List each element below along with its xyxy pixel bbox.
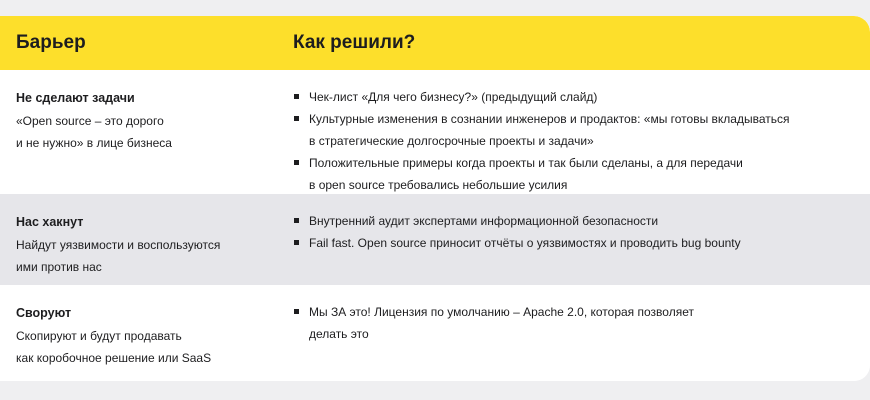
table-row	[0, 194, 870, 285]
header-barrier: Барьер	[16, 32, 86, 53]
solution-item: Чек-лист «Для чего бизнесу?» (предыдущий слайд)	[293, 86, 853, 108]
header-solution: Как решили?	[293, 32, 416, 53]
barrier-cell	[16, 303, 276, 369]
solution-item: Культурные изменения в сознании инженеров и продактов: «мы готовы вкладываться в стратегические долгосрочные проекты и задачи»	[293, 108, 853, 152]
barrier-description: «Open source – это дорого и не нужно» в лице бизнеса	[16, 114, 172, 150]
solution-item: Fail fast. Open source приносит отчёты о уязвимостях и проводить bug bounty	[293, 232, 853, 254]
barriers-table	[0, 16, 870, 381]
solution-list	[293, 210, 853, 254]
barrier-cell	[16, 212, 276, 278]
table-row	[0, 70, 870, 194]
table-header	[0, 16, 870, 70]
barrier-title: Своруют	[16, 306, 72, 320]
table-row	[0, 285, 870, 381]
barrier-description: Найдут уязвимости и воспользуются ими против нас	[16, 238, 221, 274]
solution-item: Мы ЗА это! Лицензия по умолчанию – Apache 2.0, которая позволяет делать это	[293, 301, 853, 345]
barrier-title: Не сделают задачи	[16, 91, 135, 105]
solution-item: Внутренний аудит экспертами информационной безопасности	[293, 210, 853, 232]
solution-list	[293, 301, 853, 345]
barrier-title: Нас хакнут	[16, 215, 84, 229]
solution-list	[293, 86, 853, 196]
solution-item: Положительные примеры когда проекты и так были сделаны, а для передачи в open source требовались небольшие усилия	[293, 152, 853, 196]
barrier-description: Скопируют и будут продавать как коробочное решение или SaaS	[16, 329, 212, 365]
barrier-cell	[16, 88, 276, 154]
